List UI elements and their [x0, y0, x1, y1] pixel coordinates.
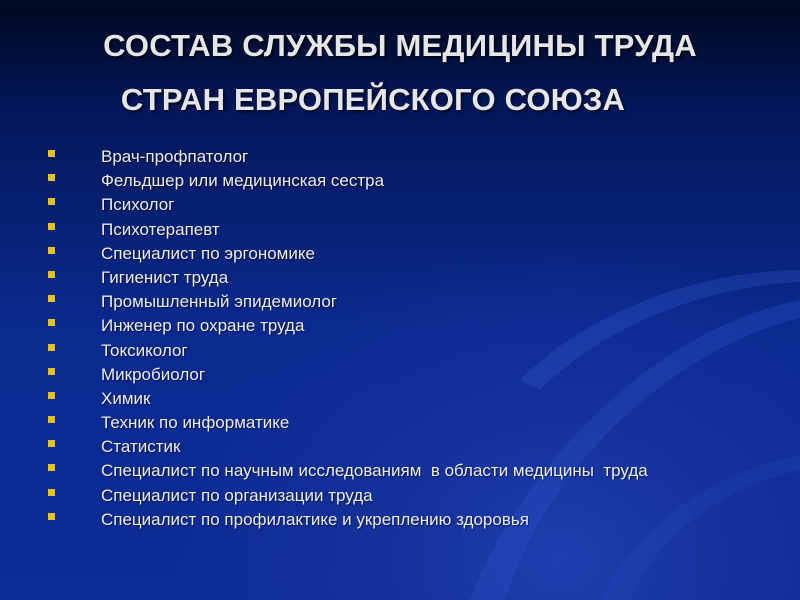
square-bullet-icon	[48, 174, 55, 181]
list-item-text: Специалист по научным исследованиям в области медицины труда	[101, 461, 648, 481]
list-item-text: Фельдшер или медицинская сестра	[101, 171, 385, 191]
list-item-text: Инженер по охране труда	[101, 316, 305, 336]
square-bullet-icon	[48, 295, 55, 302]
square-bullet-icon	[48, 223, 55, 230]
list-item-text: Специалист по профилактике и укреплению здоровья	[101, 509, 529, 529]
square-bullet-icon	[48, 271, 55, 278]
square-bullet-icon	[48, 416, 55, 423]
list-item-text: Химик	[101, 388, 151, 408]
square-bullet-icon	[48, 368, 55, 375]
square-bullet-icon	[48, 198, 55, 205]
list-item-text: Психотерапевт	[101, 219, 220, 239]
square-bullet-icon	[48, 464, 55, 471]
square-bullet-icon	[48, 489, 55, 496]
square-bullet-icon	[48, 247, 55, 254]
square-bullet-icon	[48, 440, 55, 447]
list-item-text: Специалист по эргономике	[101, 243, 315, 263]
square-bullet-icon	[48, 319, 55, 326]
list-item-text: Техник по информатике	[101, 413, 290, 433]
slide-title-line-2: СТРАН ЕВРОПЕЙСКОГО СОЮЗА	[120, 82, 626, 117]
list-item-text: Гигиенист труда	[101, 267, 229, 287]
square-bullet-icon	[48, 513, 55, 520]
list-item-text: Токсиколог	[101, 340, 188, 360]
list-item-text: Промышленный эпидемиолог	[101, 292, 338, 312]
list-item-text: Психолог	[101, 195, 175, 215]
list-item-text: Специалист по организации труда	[101, 485, 373, 505]
square-bullet-icon	[48, 392, 55, 399]
square-bullet-icon	[48, 150, 55, 157]
list-item-text: Врач-профпатолог	[101, 147, 249, 166]
slide-title-line-1: СОСТАВ СЛУЖБЫ МЕДИЦИНЫ ТРУДА	[103, 28, 697, 63]
square-bullet-icon	[48, 344, 55, 351]
list-item-text: Статистик	[101, 437, 181, 457]
list-item-text: Микробиолог	[101, 364, 206, 384]
